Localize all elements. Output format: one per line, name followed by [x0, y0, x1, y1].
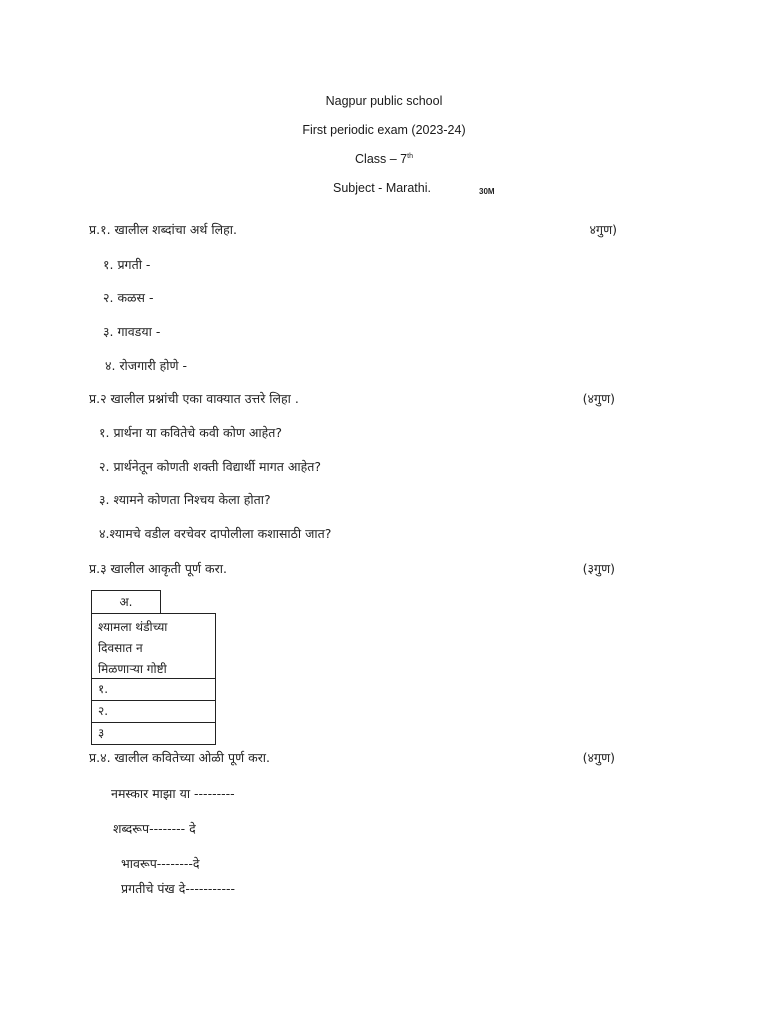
concept-box-label-text: अ.: [119, 595, 133, 609]
concept-box-label: [91, 590, 161, 614]
q1-item: ४. रोजगारी होणे -: [105, 358, 188, 373]
class-text: Class – 7: [355, 152, 408, 166]
class-line: [0, 152, 768, 166]
answer-row-number: ३: [98, 726, 105, 740]
answer-row: [91, 700, 216, 723]
q3-title: प्र.३ खालील आकृती पूर्ण करा.: [89, 561, 227, 576]
q4-marks: (४गुण): [582, 750, 615, 765]
class-sup: th: [407, 152, 413, 160]
q3-marks: (३गुण): [582, 561, 615, 576]
q1-item: १. प्रगती -: [103, 257, 151, 272]
subject-line: Subject - Marathi.: [333, 181, 431, 195]
answer-row: [91, 678, 216, 701]
q2-item: २. प्रार्थनेतून कोणती शक्ती विद्यार्थी मागत आहेत?: [99, 459, 322, 474]
exam-title: First periodic exam (2023-24): [302, 123, 466, 137]
poem-line: शब्दरूप-------- दे: [113, 821, 196, 836]
answer-row-number: २.: [98, 704, 109, 718]
total-marks: 30M: [479, 187, 495, 196]
q2-item: ४.श्यामचे वडील वरचेवर दापोलीला कशासाठी जात?: [99, 526, 332, 541]
concept-heading-line: दिवसात न: [98, 641, 143, 655]
poem-line: नमस्कार माझा या ---------: [111, 786, 235, 801]
q1-item: २. कळस -: [103, 290, 154, 305]
concept-box-heading: [91, 613, 216, 679]
q2-item: १. प्रार्थना या कवितेचे कवी कोण आहेत?: [99, 425, 282, 440]
concept-heading-line: मिळणाऱ्या गोष्टी: [98, 662, 167, 676]
q2-item: ३. श्यामने कोणता निश्चय केला होता?: [99, 492, 271, 507]
q4-title: प्र.४. खालील कवितेच्या ओळी पूर्ण करा.: [89, 750, 271, 765]
answer-row-number: १.: [98, 682, 109, 696]
q2-marks: (४गुण): [582, 391, 615, 406]
q2-title: प्र.२ खालील प्रश्नांची एका वाक्यात उत्तरे लिहा .: [89, 391, 299, 406]
poem-line: प्रगतीचे पंख दे-----------: [121, 881, 235, 896]
concept-heading-line: श्यामला थंडीच्या: [98, 620, 168, 634]
answer-row: [91, 722, 216, 745]
q1-title: प्र.१. खालील शब्दांचा अर्थ लिहा.: [89, 222, 237, 237]
q1-marks: ४गुण): [589, 222, 617, 237]
poem-line: भावरूप--------दे: [121, 856, 200, 871]
q1-item: ३. गावडया -: [103, 324, 161, 339]
school-name: Nagpur public school: [325, 94, 443, 108]
